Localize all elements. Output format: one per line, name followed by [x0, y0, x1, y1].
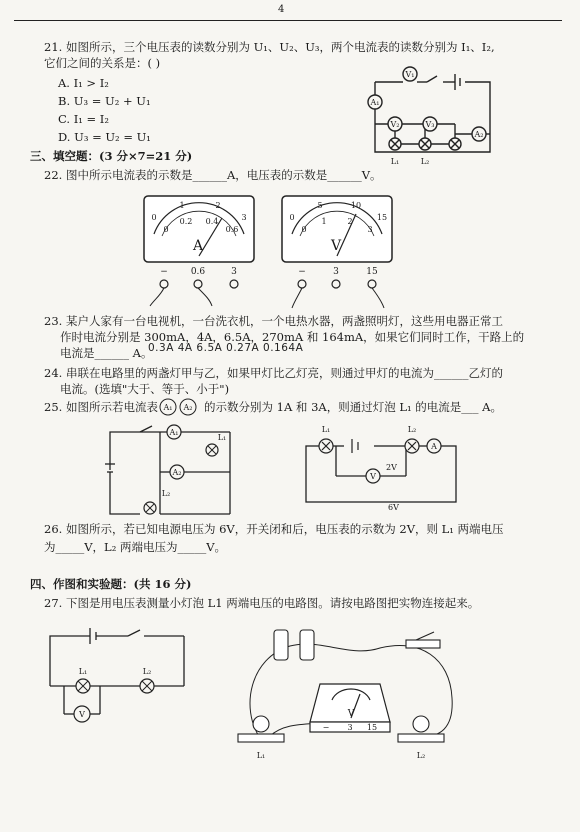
ammeter-upper-2: 2: [215, 201, 221, 210]
ammeter-lower-3: 0.6: [225, 225, 239, 234]
q26-line1: 26. 如图所示，若已知电源电压为 6V，开关闭和后，电压表的示数为 2V，则 L₁ 两端电压: [44, 522, 504, 536]
q21-line1: 21. 如图所示，三个电压表的读数分别为 U₁、U₂、U₃，两个电流表的读数分别为 I₁、I₂,: [44, 40, 495, 54]
q27-diagram-l1: L₁: [78, 667, 88, 676]
voltmeter-upper-5: 5: [317, 201, 323, 210]
q25-right-v: V: [370, 472, 376, 481]
q25-right-l1: L₁: [321, 425, 331, 434]
q25-right-hw-6v: 6V: [388, 503, 399, 512]
ammeter-terminal-3: 3: [231, 267, 237, 277]
header-rule: [14, 20, 562, 21]
ammeter-lower-1: 0.2: [179, 217, 193, 226]
q25-right-l2: L₂: [407, 425, 417, 434]
q27-meter-3: 3: [347, 723, 353, 732]
ammeter-lower-2: 0.4: [205, 217, 219, 226]
q27-circuit-diagram: [40, 626, 200, 742]
q27-meter-15: 15: [366, 723, 378, 732]
q25-left-a1: A₁: [169, 428, 179, 437]
q21-circuit-figure: [355, 62, 520, 172]
q27-text: 27. 下图是用电压表测量小灯泡 L1 两端电压的电路图。请按电路图把实物连接起来。: [44, 596, 480, 610]
q21-label-l2: L₂: [420, 157, 430, 166]
q23-line3: 电流是______ A。: [60, 346, 153, 360]
q21-label-v1: V₁: [405, 70, 415, 79]
section3-title: 三、填空题：(3 分×7=21 分): [30, 149, 193, 163]
q25-text-before: 25. 如图所示若电流表: [44, 400, 158, 414]
q21-label-v3: V₃: [425, 120, 435, 129]
voltmeter-terminal-3: 3: [333, 267, 339, 277]
ammeter-upper-3: 3: [241, 213, 247, 222]
q25-left-l2: L₂: [161, 489, 171, 498]
q21-label-a1: A₁: [370, 98, 380, 107]
q22-text: 22. 图中所示电流表的示数是______A，电压表的示数是______V。: [44, 168, 382, 182]
voltmeter-terminal-neg: −: [298, 267, 306, 277]
q21-option-d: D. U₃ = U₂ = U₁: [58, 130, 151, 144]
q25-right-hw-2v: 2V: [386, 463, 397, 472]
q27-diagram-l2: L₂: [142, 667, 152, 676]
ammeter-upper-1: 1: [179, 201, 185, 210]
q21-label-a2: A₂: [474, 130, 484, 139]
voltmeter-lower-3: 3: [367, 225, 373, 234]
q27-real-objects: [230, 618, 466, 778]
q24-line1: 24. 串联在电路里的两盏灯甲与乙，如果甲灯比乙灯亮，则通过甲灯的电流为______乙灯的: [44, 366, 503, 380]
q25-inline-meters: [158, 398, 202, 416]
q27-meter-unit: V: [347, 709, 355, 719]
q27-meter-neg: −: [322, 723, 330, 732]
voltmeter-lower-1: 1: [321, 217, 327, 226]
q23-handwriting: 0.3A 4A 6.5A 0.27A 0.164A: [148, 342, 304, 354]
q21-label-l1: L₁: [390, 157, 400, 166]
q26-line2: 为_____V，L₂ 两端电压为_____V。: [44, 540, 227, 554]
q25-text-after: 的示数分别为 1A 和 3A，则通过灯泡 L₁ 的电流是___ A。: [204, 400, 502, 414]
q25-circuit-right: [296, 420, 468, 514]
q25-inline-a2: A₂: [183, 403, 193, 412]
q25-left-l1: L₁: [217, 433, 227, 442]
voltmeter-lower-2: 2: [347, 217, 353, 226]
voltmeter-lower-0: 0: [301, 225, 307, 234]
q21-label-v2: V₂: [390, 120, 400, 129]
voltmeter-upper-0: 0: [289, 213, 295, 222]
q25-circuit-left: [100, 422, 240, 520]
q21-option-c: C. I₁ = I₂: [58, 112, 109, 126]
ammeter-lower-0: 0: [163, 225, 169, 234]
q25-right-a: A: [431, 442, 437, 451]
voltmeter-unit: V: [330, 238, 342, 254]
q23-line1: 23. 某户人家有一台电视机，一台洗衣机，一个电热水器，两盏照明灯，这些用电器正常工: [44, 314, 503, 328]
voltmeter-upper-15: 15: [376, 213, 388, 222]
q27-bulb-l1: L₁: [256, 751, 266, 760]
ammeter-terminal-06: 0.6: [190, 267, 206, 277]
q27-switch: [406, 632, 440, 648]
ammeter-unit: A: [192, 238, 204, 254]
voltmeter-upper-10: 10: [350, 201, 362, 210]
voltmeter-terminal-15: 15: [366, 267, 378, 277]
q27-bulb-l2: L₂: [416, 751, 426, 760]
q21-option-a: A. I₁ > I₂: [58, 76, 109, 90]
section4-title: 四、作图和实验题：(共 16 分): [30, 577, 192, 591]
q25-inline-a1: A₁: [163, 403, 173, 412]
q23-line2: 作时电流分别是 300mA，4A，6.5A，270mA 和 164mA，如果它们同时工作，干路上的: [60, 330, 525, 344]
q24-line2: 电流。(选填"大于、等于、小于"): [60, 382, 230, 396]
q22-ammeter: [140, 192, 260, 312]
ammeter-upper-0: 0: [151, 213, 157, 222]
q21-line2: 它们之间的关系是：( ): [44, 56, 161, 70]
q21-option-b: B. U₃ = U₂ + U₁: [58, 94, 151, 108]
q27-diagram-v: V: [79, 710, 85, 719]
q22-voltmeter: [278, 192, 398, 312]
page-number: 4: [278, 4, 285, 15]
ammeter-terminal-neg: −: [160, 267, 168, 277]
q25-left-a2: A₂: [172, 468, 182, 477]
